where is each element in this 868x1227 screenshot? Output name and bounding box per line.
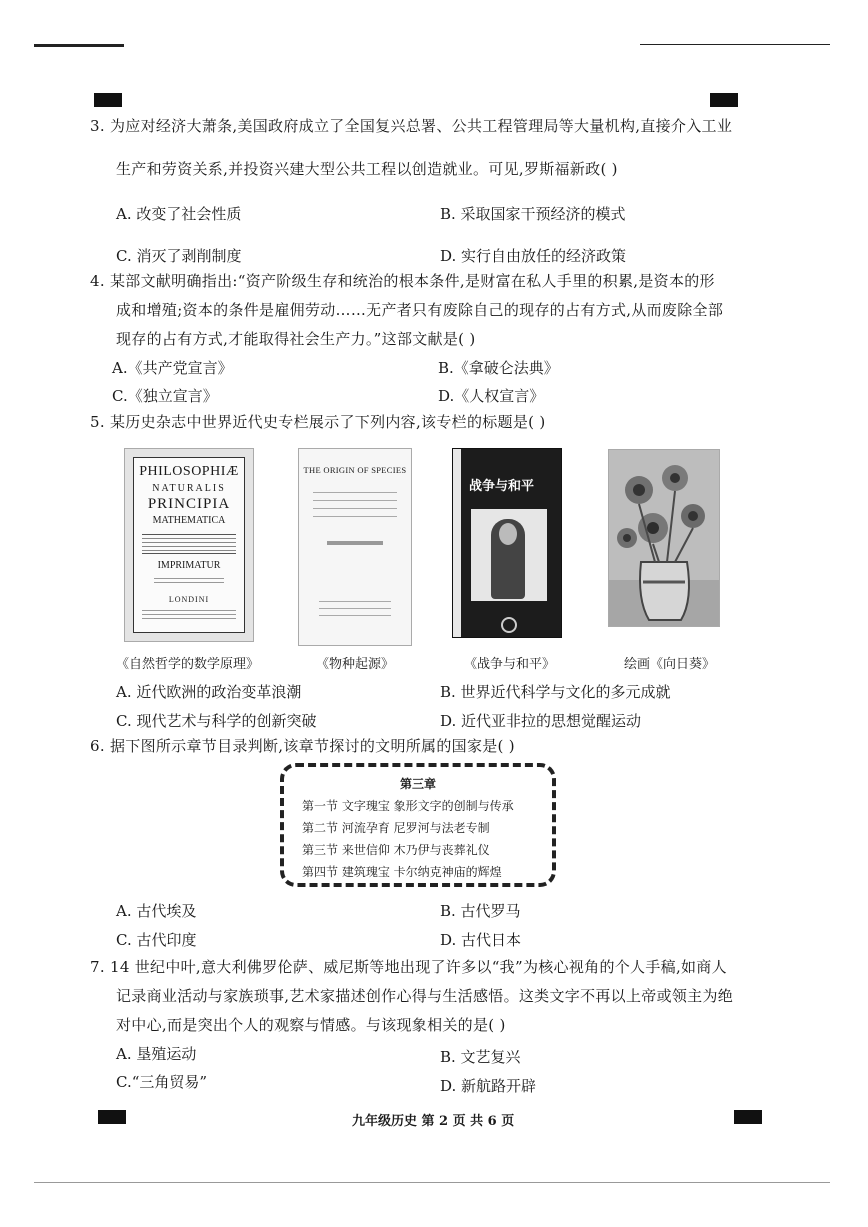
caption-origin-of-species: 《物种起源》 [316, 657, 395, 672]
top-border-left [34, 44, 124, 47]
question-3-line-1: 3. 为应对经济大萧条,美国政府成立了全国复兴总署、公共工程管理局等大量机构,直接介入工业 [90, 117, 733, 135]
sunflower-1 [625, 476, 653, 504]
war-peace-publisher-logo [501, 617, 517, 633]
question-5-option-b: B. 世界近代科学与文化的多元成就 [440, 683, 671, 701]
question-3-line-2: 生产和劳资关系,并投资兴建大型公共工程以创造就业。可见,罗斯福新政( ) [116, 160, 618, 178]
question-7-line-3: 对中心,而是突出个人的观察与情感。与该现象相关的是( ) [116, 1016, 506, 1034]
question-5-option-c: C. 现代艺术与科学的创新突破 [116, 712, 317, 730]
sunflower-2 [662, 465, 688, 491]
question-7-option-d: D. 新航路开辟 [440, 1077, 537, 1095]
caption-sunflowers: 绘画《向日葵》 [624, 657, 716, 672]
war-and-peace-book-image [452, 448, 562, 638]
registration-mark-bottom-left [98, 1110, 126, 1124]
sunflowers-svg [609, 450, 719, 626]
toc-section-4: 第四节 建筑瑰宝 卡尔纳克神庙的辉煌 [302, 865, 502, 879]
war-peace-spine [453, 449, 461, 637]
vase [640, 562, 689, 620]
top-border-right [640, 44, 830, 45]
chapter-title: 第三章 [399, 777, 436, 791]
principia-title-2: NATURALIS [152, 483, 226, 494]
question-7-line-2: 记录商业活动与家族琐事,艺术家描述创作心得与生活感悟。这类文字不再以上帝或领主为绝 [116, 987, 734, 1005]
origin-imprint [319, 595, 391, 617]
principia-text-block-2 [154, 575, 224, 585]
toc-section-2: 第二节 河流孕育 尼罗河与法老专制 [302, 821, 490, 835]
principia-title-4: MATHEMATICA [152, 515, 226, 526]
question-4-option-d: D.《人权宣言》 [438, 387, 545, 405]
principia-imprimatur: IMPRIMATUR [157, 560, 221, 571]
sunflowers-painting-image [608, 449, 720, 627]
toc-section-3: 第三节 来世信仰 木乃伊与丧葬礼仪 [302, 843, 490, 857]
registration-mark-top-right [710, 93, 738, 107]
caption-war-and-peace: 《战争与和平》 [464, 657, 556, 672]
question-5-option-a: A. 近代欧洲的政治变革浪潮 [116, 683, 302, 701]
question-4-option-a: A.《共产党宣言》 [112, 359, 233, 377]
question-7-option-b: B. 文艺复兴 [440, 1048, 521, 1066]
question-4-line-1: 4. 某部文献明确指出:“资产阶级生存和统治的根本条件,是财富在私人手里的积累,是资本的形 [90, 272, 715, 290]
toc-section-1: 第一节 文字瑰宝 象形文字的创制与传承 [302, 799, 514, 813]
bottom-border-line [34, 1182, 830, 1183]
origin-author [327, 541, 383, 545]
question-6-option-a: A. 古代埃及 [116, 902, 197, 920]
page-footer: 九年级历史 第 2 页 共 6 页 [352, 1114, 515, 1129]
question-5-line-1: 5. 某历史杂志中世界近代史专栏展示了下列内容,该专栏的标题是( ) [90, 413, 546, 431]
war-peace-title: 战争与和平 [469, 479, 535, 494]
origin-title: THE ORIGIN OF SPECIES [303, 465, 407, 475]
principia-text-block [142, 534, 236, 554]
principia-title-1: PHILOSOPHIÆ [139, 464, 239, 479]
question-4-option-c: C.《独立宣言》 [112, 387, 218, 405]
question-6-option-c: C. 古代印度 [116, 931, 197, 949]
question-6-line-1: 6. 据下图所示章节目录判断,该章节探讨的文明所属的国家是( ) [90, 737, 515, 755]
principia-title-page [133, 457, 245, 633]
caption-principia: 《自然哲学的数学原理》 [116, 657, 260, 672]
principia-book-image [124, 448, 254, 642]
question-6-option-b: B. 古代罗马 [440, 902, 521, 920]
question-3-option-a: A. 改变了社会性质 [116, 205, 242, 223]
question-3-option-c: C. 消灭了剥削制度 [116, 247, 242, 265]
portrait-face [499, 523, 517, 545]
question-7-option-a: A. 垦殖运动 [116, 1045, 197, 1063]
registration-mark-bottom-right [734, 1110, 762, 1124]
registration-mark-top-left [94, 93, 122, 107]
chapter-contents-box [280, 763, 556, 887]
question-7-option-c: C.“三角贸易” [116, 1073, 208, 1091]
question-3-option-d: D. 实行自由放任的经济政策 [440, 247, 627, 265]
question-4-option-b: B.《拿破仑法典》 [438, 359, 559, 377]
question-3-option-b: B. 采取国家干预经济的模式 [440, 205, 626, 223]
question-6-option-d: D. 古代日本 [440, 931, 522, 949]
war-peace-portrait [471, 509, 547, 601]
principia-londini: LONDINI [168, 595, 210, 604]
sunflower-5 [617, 528, 637, 548]
question-4-line-3: 现存的占有方式,才能取得社会生产力。”这部文献是( ) [116, 330, 476, 348]
origin-of-species-image [298, 448, 412, 646]
origin-text-block [313, 485, 397, 519]
question-7-line-1: 7. 14 世纪中叶,意大利佛罗伦萨、威尼斯等地出现了许多以“我”为核心视角的个人手稿,如商人 [90, 958, 727, 976]
question-5-option-d: D. 近代亚非拉的思想觉醒运动 [440, 712, 642, 730]
principia-imprint [142, 607, 236, 619]
principia-title-3: PRINCIPIA [147, 496, 231, 512]
sunflower-3 [681, 504, 705, 528]
question-4-line-2: 成和增殖;资本的条件是雇佣劳动……无产者只有废除自己的现存的占有方式,从而废除全部 [116, 301, 724, 319]
